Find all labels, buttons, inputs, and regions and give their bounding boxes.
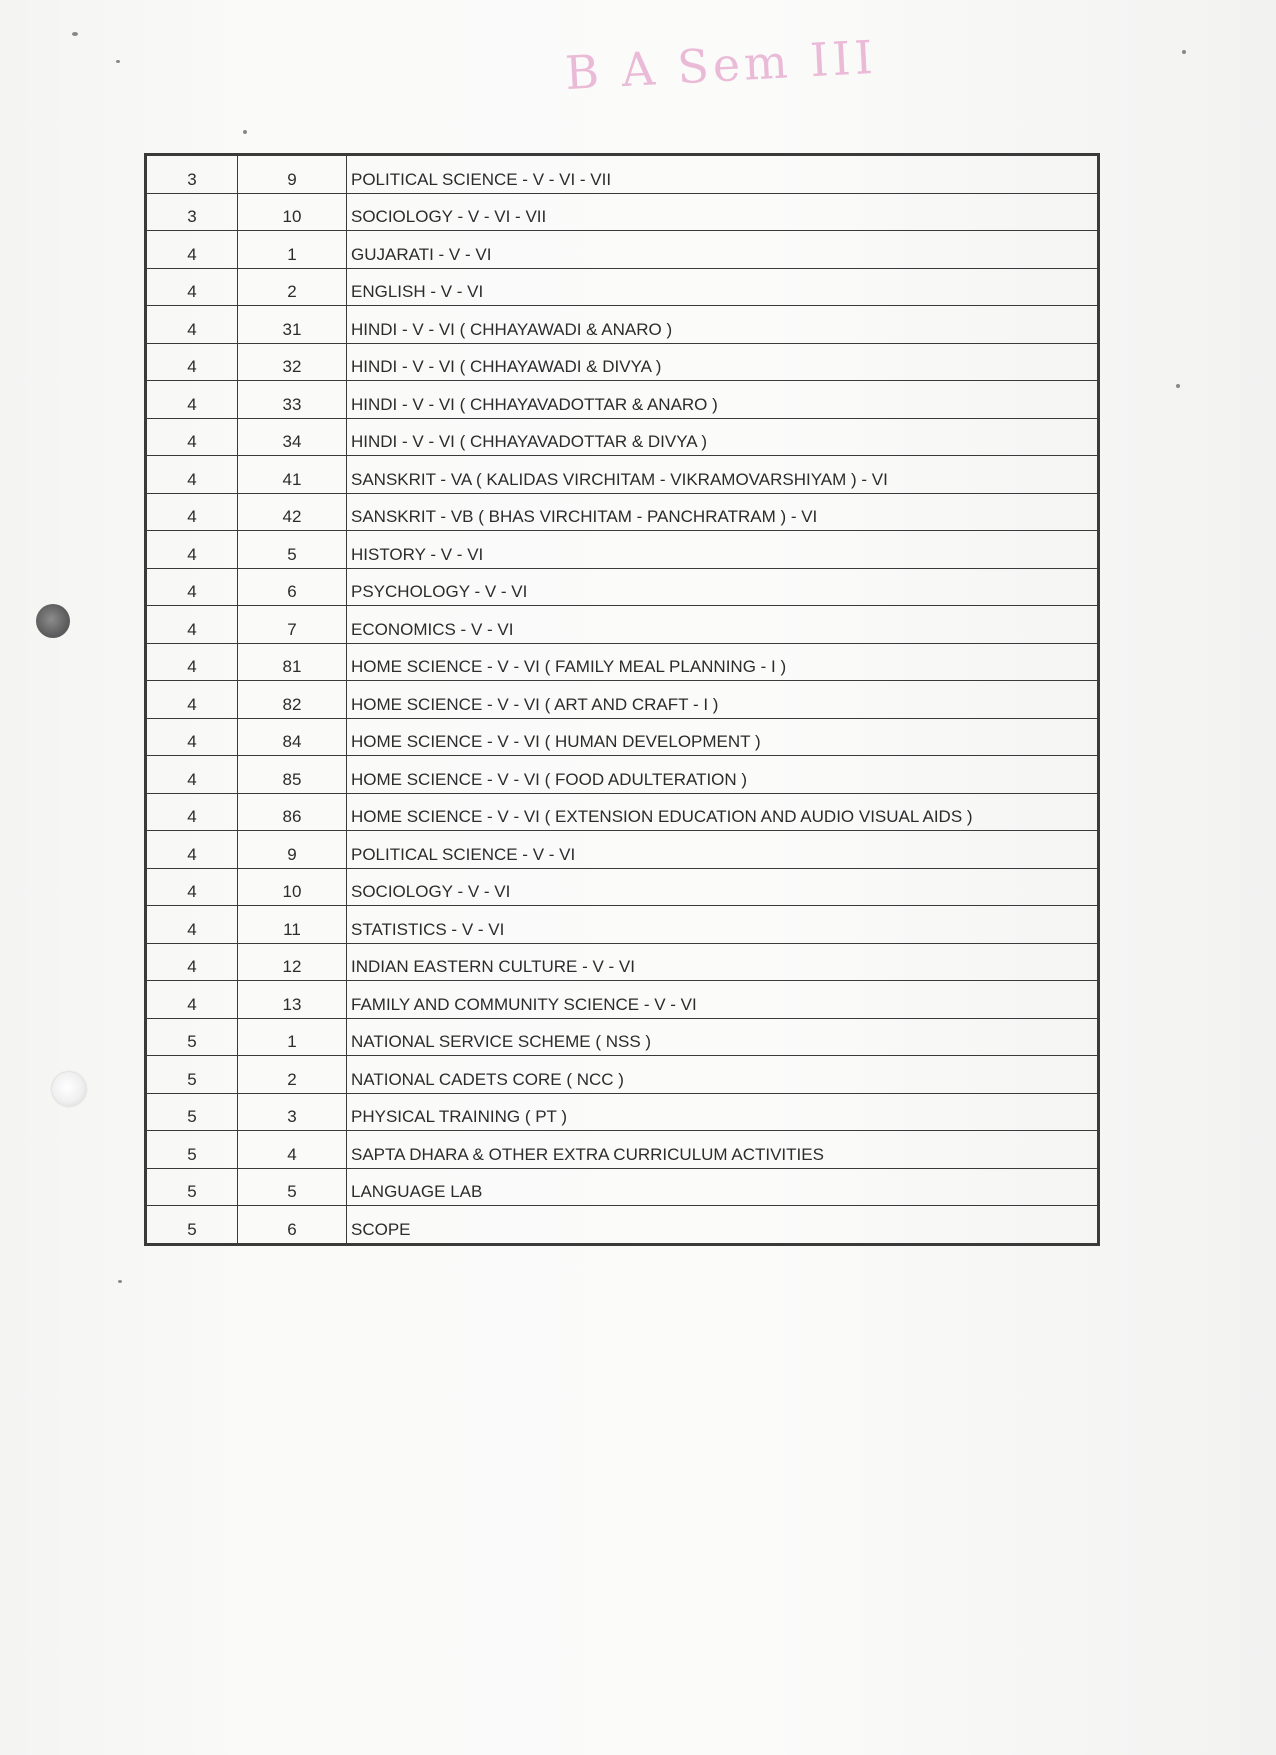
table-row [147,343,1098,381]
handwritten-note: B A Sem III [563,29,878,101]
table-body [147,156,1098,1244]
subject-cell: HINDI - V - VI ( CHHAYAWADI & DIVYA ) [347,343,1098,381]
code-cell: 31 [238,306,347,344]
punch-hole-bottom [52,1072,86,1106]
scan-speck [118,1280,122,1283]
subject-cell: INDIAN EASTERN CULTURE - V - VI [347,943,1098,981]
group-cell: 4 [147,606,238,644]
table-row [147,493,1098,531]
code-cell: 12 [238,943,347,981]
subject-cell: HINDI - V - VI ( CHHAYAWADI & ANARO ) [347,306,1098,344]
code-cell: 81 [238,643,347,681]
code-cell: 4 [238,1131,347,1169]
subject-table [146,155,1098,1244]
subject-cell: PSYCHOLOGY - V - VI [347,568,1098,606]
subject-cell: SANSKRIT - VA ( KALIDAS VIRCHITAM - VIKRAMOVARSHIYAM ) - VI [347,456,1098,494]
group-cell: 3 [147,156,238,194]
table-row [147,231,1098,269]
code-cell: 85 [238,756,347,794]
subject-cell: HOME SCIENCE - V - VI ( ART AND CRAFT - I ) [347,681,1098,719]
subject-cell: FAMILY AND COMMUNITY SCIENCE - V - VI [347,981,1098,1019]
subject-cell: POLITICAL SCIENCE - V - VI - VII [347,156,1098,194]
table-row [147,868,1098,906]
table-row [147,831,1098,869]
code-cell: 13 [238,981,347,1019]
code-cell: 2 [238,268,347,306]
table-row [147,1056,1098,1094]
group-cell: 4 [147,381,238,419]
group-cell: 3 [147,193,238,231]
table-row [147,793,1098,831]
code-cell: 5 [238,531,347,569]
scan-speck [1176,384,1180,388]
group-cell: 5 [147,1056,238,1094]
group-cell: 4 [147,343,238,381]
table-row [147,681,1098,719]
subject-cell: HOME SCIENCE - V - VI ( HUMAN DEVELOPMENT ) [347,718,1098,756]
code-cell: 41 [238,456,347,494]
table-row [147,643,1098,681]
code-cell: 33 [238,381,347,419]
group-cell: 4 [147,268,238,306]
code-cell: 9 [238,156,347,194]
table-row [147,456,1098,494]
code-cell: 6 [238,568,347,606]
group-cell: 4 [147,531,238,569]
subject-cell: SCOPE [347,1206,1098,1244]
code-cell: 82 [238,681,347,719]
subject-cell: HOME SCIENCE - V - VI ( EXTENSION EDUCATION AND AUDIO VISUAL AIDS ) [347,793,1098,831]
subject-cell: SANSKRIT - VB ( BHAS VIRCHITAM - PANCHRATRAM ) - VI [347,493,1098,531]
group-cell: 4 [147,681,238,719]
subject-cell: STATISTICS - V - VI [347,906,1098,944]
table-row [147,381,1098,419]
group-cell: 4 [147,493,238,531]
table-row [147,268,1098,306]
group-cell: 4 [147,943,238,981]
table-row [147,193,1098,231]
subject-cell: POLITICAL SCIENCE - V - VI [347,831,1098,869]
table-row [147,306,1098,344]
subject-cell: SOCIOLOGY - V - VI - VII [347,193,1098,231]
punch-hole-top [36,604,70,638]
subject-cell: SOCIOLOGY - V - VI [347,868,1098,906]
table-row [147,418,1098,456]
table-row [147,718,1098,756]
code-cell: 9 [238,831,347,869]
table-row [147,756,1098,794]
group-cell: 5 [147,1131,238,1169]
group-cell: 4 [147,568,238,606]
code-cell: 11 [238,906,347,944]
code-cell: 2 [238,1056,347,1094]
group-cell: 4 [147,906,238,944]
group-cell: 5 [147,1206,238,1244]
group-cell: 4 [147,793,238,831]
group-cell: 4 [147,756,238,794]
group-cell: 4 [147,831,238,869]
subject-cell: HOME SCIENCE - V - VI ( FAMILY MEAL PLANNING - I ) [347,643,1098,681]
scan-speck [72,32,78,36]
table-row [147,606,1098,644]
table-row [147,943,1098,981]
subject-cell: NATIONAL SERVICE SCHEME ( NSS ) [347,1018,1098,1056]
table-row [147,1018,1098,1056]
code-cell: 10 [238,868,347,906]
code-cell: 3 [238,1093,347,1131]
code-cell: 7 [238,606,347,644]
subject-cell: HOME SCIENCE - V - VI ( FOOD ADULTERATION ) [347,756,1098,794]
subject-cell: HISTORY - V - VI [347,531,1098,569]
group-cell: 4 [147,981,238,1019]
table-row [147,568,1098,606]
subject-cell: PHYSICAL TRAINING ( PT ) [347,1093,1098,1131]
code-cell: 86 [238,793,347,831]
code-cell: 5 [238,1168,347,1206]
code-cell: 1 [238,231,347,269]
table-row [147,156,1098,194]
code-cell: 34 [238,418,347,456]
group-cell: 5 [147,1093,238,1131]
subject-cell: SAPTA DHARA & OTHER EXTRA CURRICULUM ACTIVITIES [347,1131,1098,1169]
table-row [147,1093,1098,1131]
group-cell: 4 [147,868,238,906]
table-row [147,906,1098,944]
code-cell: 1 [238,1018,347,1056]
code-cell: 6 [238,1206,347,1244]
scan-speck [1182,50,1186,54]
group-cell: 4 [147,231,238,269]
scan-speck [116,60,120,63]
subject-cell: NATIONAL CADETS CORE ( NCC ) [347,1056,1098,1094]
subject-cell: LANGUAGE LAB [347,1168,1098,1206]
scan-speck [243,130,247,134]
table-row [147,1131,1098,1169]
subject-cell: ECONOMICS - V - VI [347,606,1098,644]
group-cell: 4 [147,306,238,344]
table-row [147,531,1098,569]
group-cell: 5 [147,1018,238,1056]
table-row [147,981,1098,1019]
group-cell: 5 [147,1168,238,1206]
group-cell: 4 [147,718,238,756]
code-cell: 42 [238,493,347,531]
group-cell: 4 [147,456,238,494]
subject-cell: HINDI - V - VI ( CHHAYAVADOTTAR & DIVYA ) [347,418,1098,456]
subject-cell: ENGLISH - V - VI [347,268,1098,306]
table-row [147,1206,1098,1244]
table-row [147,1168,1098,1206]
subject-cell: HINDI - V - VI ( CHHAYAVADOTTAR & ANARO ) [347,381,1098,419]
subject-code-table [144,153,1100,1246]
code-cell: 84 [238,718,347,756]
code-cell: 32 [238,343,347,381]
group-cell: 4 [147,643,238,681]
group-cell: 4 [147,418,238,456]
code-cell: 10 [238,193,347,231]
subject-cell: GUJARATI - V - VI [347,231,1098,269]
